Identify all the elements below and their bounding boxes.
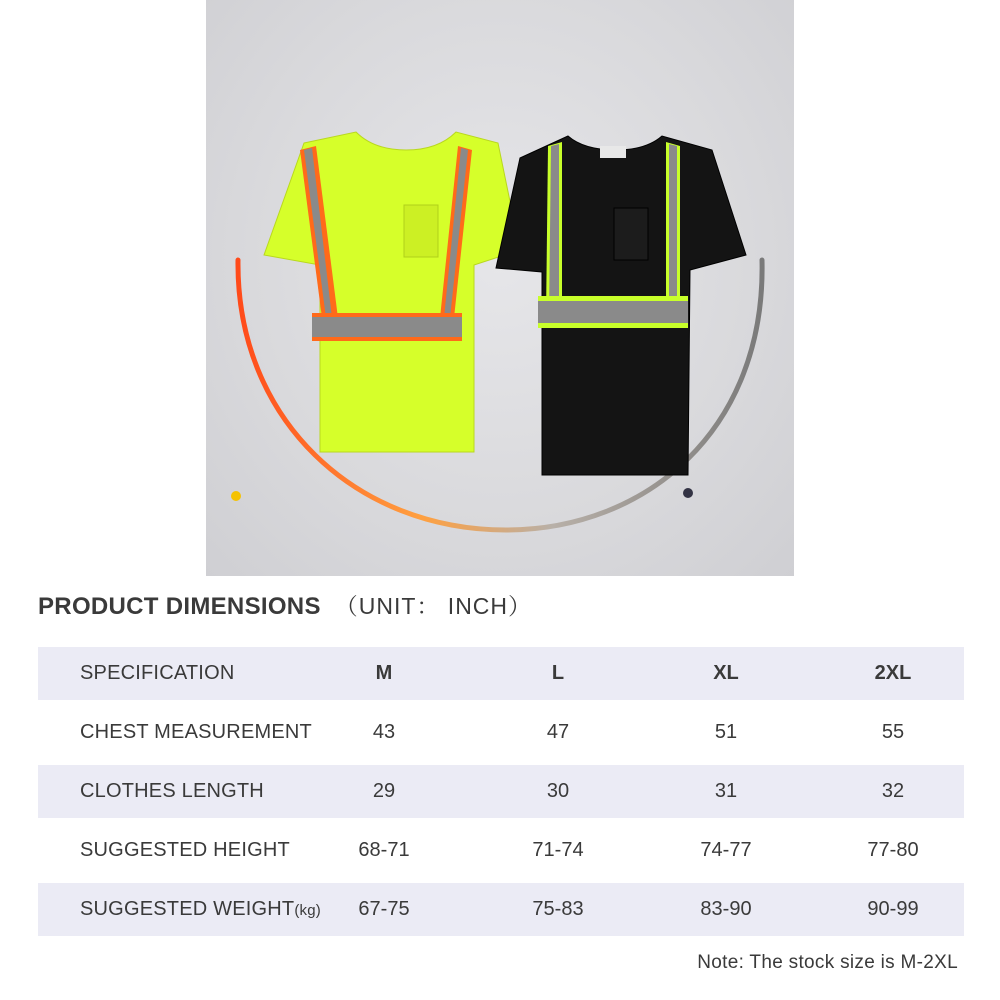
row-label — [38, 898, 380, 921]
section-heading — [38, 588, 532, 624]
yellow-dot — [231, 491, 241, 501]
row-label: CLOTHES LENGTH — [80, 780, 264, 802]
dark-dot — [683, 488, 693, 498]
table-header-row — [38, 647, 964, 700]
header-cell: M — [375, 662, 393, 684]
table-cell: 75-83 — [532, 898, 584, 920]
table-cell: 47 — [546, 721, 570, 743]
header-label: SPECIFICATION — [80, 662, 235, 684]
table-cell: 31 — [714, 780, 738, 802]
table-cell: 68-71 — [358, 839, 410, 861]
table-cell: 83-90 — [700, 898, 752, 920]
table-cell: 30 — [546, 780, 570, 802]
stock-note: Note: The stock size is M-2XL — [697, 952, 958, 973]
table-cell: 90-99 — [867, 898, 919, 920]
table-cell: 32 — [881, 780, 905, 802]
header-cell: L — [551, 662, 565, 684]
table-row — [38, 824, 964, 877]
table-row — [38, 883, 964, 936]
row-label-text: SUGGESTED WEIGHT — [80, 898, 295, 920]
row-label: SUGGESTED HEIGHT — [80, 839, 290, 861]
header-cell: XL — [713, 662, 739, 684]
table-cell: 43 — [372, 721, 396, 743]
table-cell: 67-75 — [358, 898, 410, 920]
product-photo — [206, 0, 794, 576]
table-cell: 29 — [372, 780, 396, 802]
table-cell: 51 — [714, 721, 738, 743]
table-row — [38, 706, 964, 759]
yellow-shirt — [264, 132, 520, 452]
heading-title: PRODUCT DIMENSIONS — [38, 593, 321, 620]
heading-unit: （UNIT： INCH） — [334, 593, 533, 619]
table-cell: 71-74 — [532, 839, 584, 861]
black-shirt — [496, 136, 746, 475]
row-label: CHEST MEASUREMENT — [80, 721, 312, 743]
table-cell: 74-77 — [700, 839, 752, 861]
header-cell: 2XL — [874, 662, 912, 684]
table-cell: 55 — [881, 721, 905, 743]
product-illustration — [206, 0, 794, 576]
size-table — [38, 647, 964, 942]
table-cell: 77-80 — [867, 839, 919, 861]
table-row — [38, 765, 964, 818]
row-label-unit: (kg) — [294, 902, 321, 919]
